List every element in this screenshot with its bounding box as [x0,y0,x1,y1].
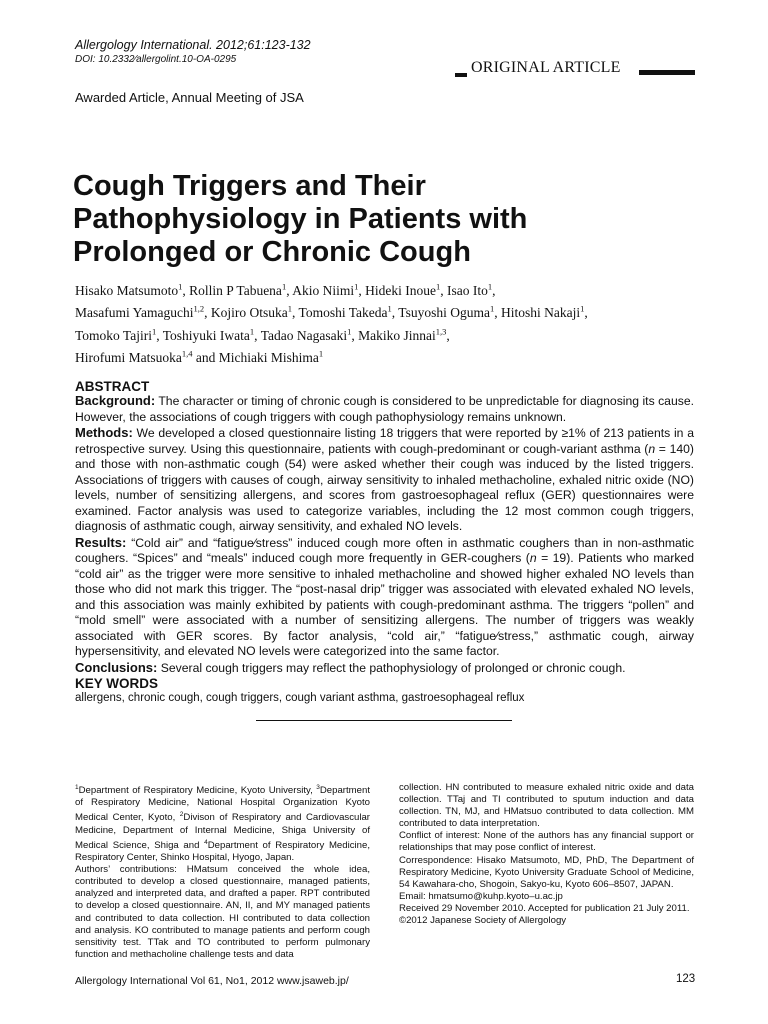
article-type: ORIGINAL ARTICLE [471,59,621,76]
author: Hisako Matsumoto$^1$, [75,281,190,298]
title-line-1: Cough Triggers and Their [73,170,426,202]
author: Hirofumi Matsuoka$^{1,4}$ and [75,348,219,365]
author: Hideki Inoue$^1$, [365,281,447,298]
award-note: Awarded Article, Annual Meeting of JSA [75,90,304,105]
section-divider [256,720,512,721]
footer-citation: Allergology International Vol 61, No1, 2012 www.jsaweb.jp/ [75,975,349,987]
abstract-methods: Methods: We developed a closed questionnaire listing 18 triggers that were reported by ≥1% of 213 patients in a retrospective survey. Using this questionnaire, patients with cough-predominant or cough-variant asthma (n = 140) and those with non-asthmatic cough (54) were asked whether their cough was induced by the listed triggers. Associations of triggers with causes of cough, airway sensitivity to inhaled methacholine, exhaled nitric oxide (NO) levels, number of sensitizing allergens, and scores from gastroesophageal reflux (GER) questionnaires were examined. Factor analysis was used to categorize variables, including the 12 most common cough triggers, diagnosis of asthmatic cough, airway sensitivity, and exhaled NO levels. [75,425,694,533]
keywords-list: allergens, chronic cough, cough triggers, cough variant asthma, gastroesophageal reflux [75,692,525,704]
email: Email: hmatsumo@kuhp.kyoto–u.ac.jp [399,890,563,902]
author: Hitoshi Nakaji$^1$, [500,303,588,320]
article-type-banner [455,58,695,80]
author-contributions-continued: collection. HN contributed to measure exhaled nitric oxide and data collection. TTaj and TI contributed to sputum induction and data collection. TN, MJ, and HMatsuo contributed to data collection. MM contributed to data interpretation. [399,782,694,830]
author: Tsuyoshi Oguma$^1$, [398,303,501,320]
author: Akio Niimi$^1$, [292,281,366,298]
title-line-2: Pathophysiology in Patients with [73,203,528,235]
author: Michiaki Mishima$^1$ [218,348,324,365]
abstract-background: Background: The character or timing of chronic cough is considered to be unpredictable for diagnosing its cause. However, the associations of cough triggers with cough pathophysiology remains unknown. [75,393,694,424]
banner-rule-left [455,73,467,77]
abstract-heading: ABSTRACT [75,379,150,394]
article-title [73,170,713,269]
doi: DOI: 10.2332⁄allergolint.10-OA-0295 [75,54,237,65]
title-line-3: Prolonged or Chronic Cough [73,236,471,268]
author: Tomoshi Takeda$^1$, [298,303,399,320]
author-contributions: Authors’ contributions: HMatsum conceived the whole idea, contributed to develop a closed questionnaire, managed patients, analyzed and interpreted data, and drafted a paper. RPT contributed to develop a closed questionnaire. AN, II, and MY managed patients and contributed to data collection. HI contributed to data collection and analysis. KO contributed to manage patients and perform cough sensitivity test. TTak and TO contributed to perform pulmonary function and methacholine challenge tests and data [75,864,370,960]
author: Rollin P Tabuena$^1$, [189,281,293,298]
correspondence: Correspondence: Hisako Matsumoto, MD, PhD, The Department of Respiratory Medicine, Kyoto University Graduate School of Medicine, 54 Kawahara-cho, Shogoin, Sakyo-ku, Kyoto 606–8507, JAPAN. [399,854,694,890]
footnotes-left-column [75,782,370,961]
author: Toshiyuki Iwata$^1$, [162,326,261,343]
journal-citation: Allergology International. 2012;61:123-132 [75,38,311,52]
abstract-body [75,393,694,676]
author-list [75,277,705,367]
author: Kojiro Otsuka$^1$, [210,303,299,320]
author: Tomoko Tajiri$^1$, [75,326,163,343]
abstract-conclusions: Conclusions: Several cough triggers may reflect the pathophysiology of prolonged or chronic cough. [75,659,626,675]
copyright: ©2012 Japanese Society of Allergology [399,915,567,927]
keywords-heading: KEY WORDS [75,676,159,691]
footnotes-right-column [399,782,694,927]
author: Masafumi Yamaguchi$^{1,2}$, [75,303,211,320]
banner-rule-right [639,70,695,75]
page-number: 123 [676,973,696,985]
background-label: Background: [75,393,156,408]
conflict-of-interest: Conflict of interest: None of the authors has any financial support or relationships that may pose conflict of interest. [399,830,694,854]
abstract-results: Results: “Cold air” and “fatigue⁄stress” induced cough more often in asthmatic coughers than in non-asthmatic coughers. “Spices” and “meals” induced cough more frequently in GER-coughers (n = 19). Patients who marked “cold air” as the trigger were more sensitive to inhaled methacholine and showed higher exhaled NO levels than those who did not mark this trigger. The “post-nasal drip” trigger was associated with elevated exhaled NO levels, and this association was mainly exhibited by patients with cough-predominant asthma. The triggers “pollen” and “mold smell” were associated with a number of sensitizing allergens. The number of triggers was weakly associated with GER scores. By factor analysis, “cold air,” “fatigue⁄stress,” asthmatic cough, airway hypersensitivity, and elevated NO levels were categorized into the same factor. [75,534,694,658]
author: Makiko Jinnai$^{1,3}$, [358,326,450,343]
received-date: Received 29 November 2010. Accepted for publication 21 July 2011. [399,902,690,914]
author: Tadao Nagasaki$^1$, [260,326,359,343]
conclusions-label: Conclusions: [75,659,158,675]
author: Isao Ito$^1$, [446,281,496,298]
results-label: Results: [75,534,127,550]
affiliations: $^1$Department of Respiratory Medicine, Kyoto University, $^3$Department of Respiratory Medicine, National Hospital Organization Kyoto Medical Center, Kyoto, $^2$Divison of Respiratory and Cardiovascular Medicine, Department of Internal Medicine, Shiga University of Medical Science, Shiga and $^4$Department of Respiratory Medicine, Respiratory Center, Shinko Hospital, Hyogo, Japan. [75,784,370,864]
methods-label: Methods: [75,425,133,440]
